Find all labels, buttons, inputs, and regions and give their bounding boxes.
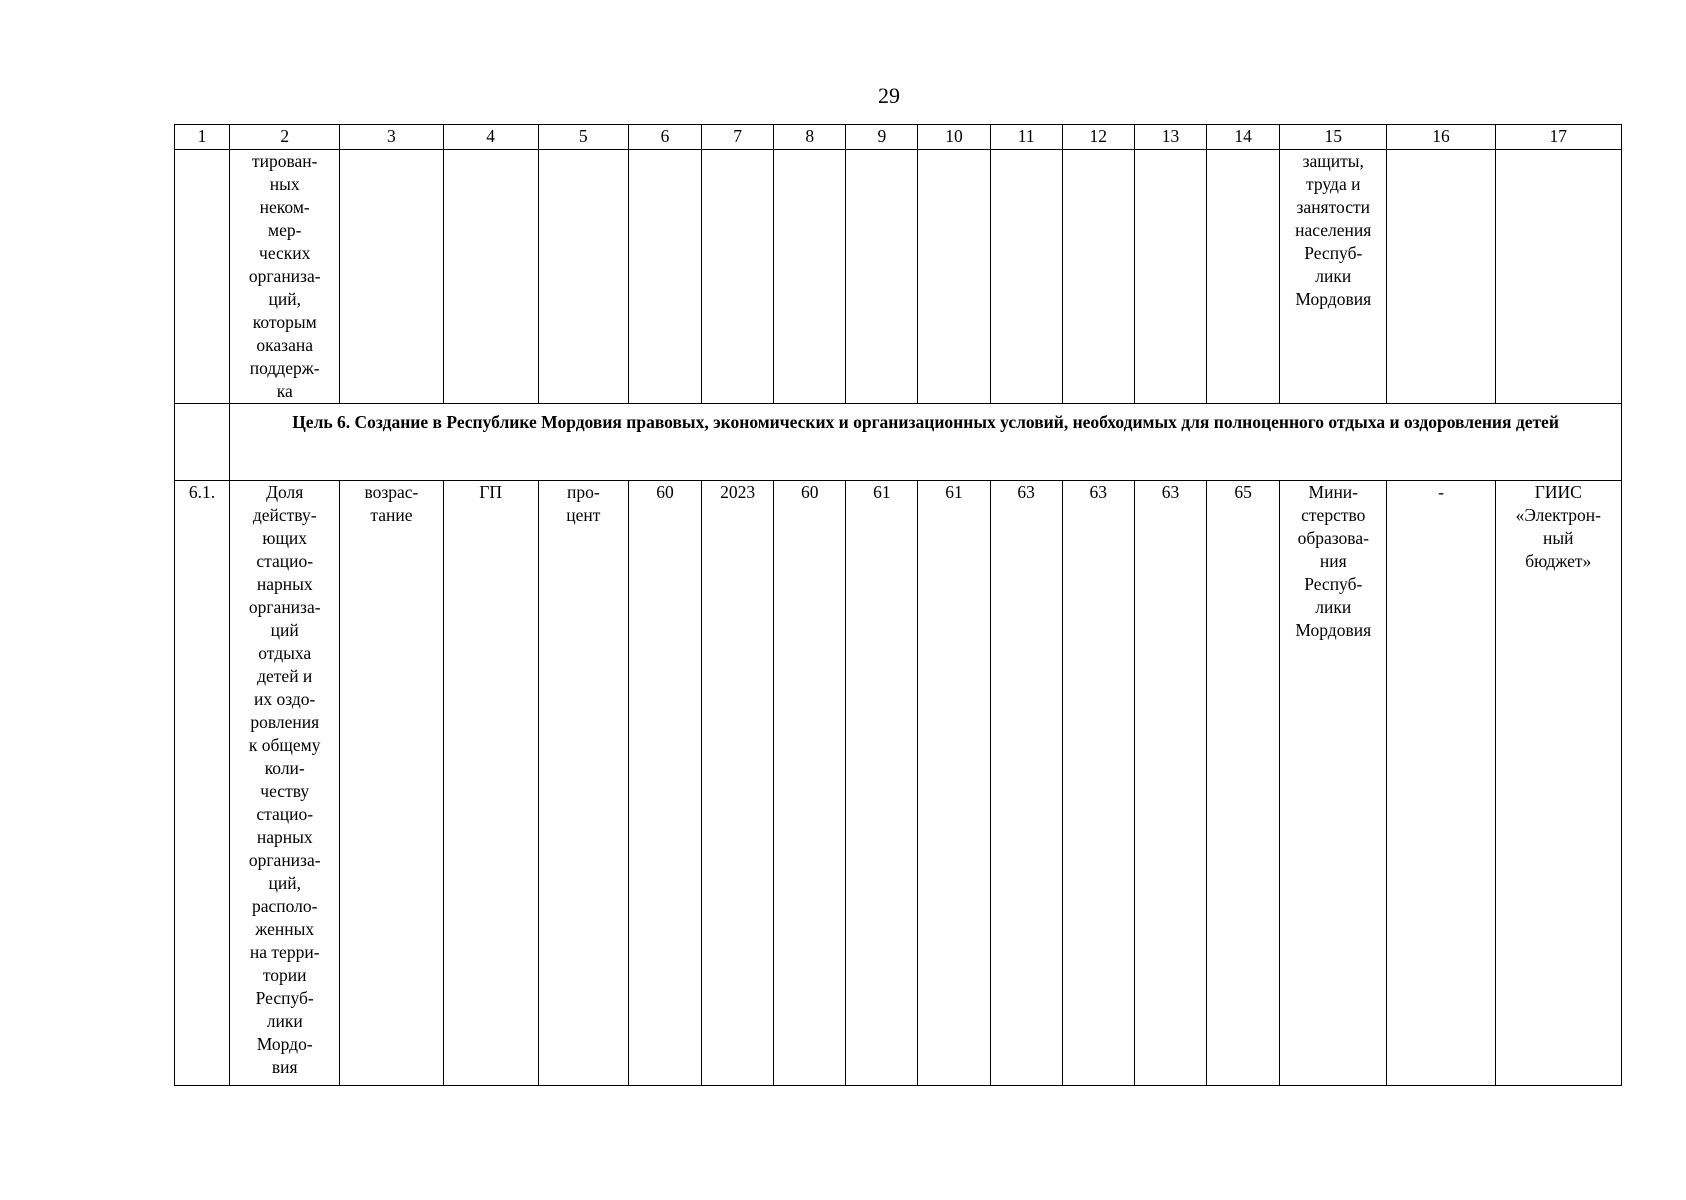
text-line: ния <box>1319 551 1347 571</box>
text-line: Мордо- <box>256 1034 313 1054</box>
text-line: женных <box>255 919 315 939</box>
text-line: тирован- <box>251 151 318 171</box>
indicators-table <box>174 124 1622 1086</box>
text-line: ка <box>276 381 293 401</box>
text-line: располо- <box>251 896 318 916</box>
text-line: тории <box>262 965 307 985</box>
responsible-cell <box>1280 481 1387 1086</box>
table-cell <box>628 150 701 404</box>
text-line: организа- <box>248 266 321 286</box>
text-line: вия <box>271 1057 298 1077</box>
table-cell <box>1134 150 1206 404</box>
info-system-cell <box>1495 481 1621 1086</box>
header-cell: 14 <box>1207 125 1280 150</box>
table-cell <box>918 150 990 404</box>
table-cell <box>340 150 443 404</box>
base-value-cell: 60 <box>628 481 701 1086</box>
text-line: лики <box>1315 597 1352 617</box>
text-line: стацио- <box>256 551 314 571</box>
table-cell <box>538 150 628 404</box>
text-line: коли- <box>264 758 305 778</box>
text-line: Респуб- <box>1304 574 1363 594</box>
table-cell <box>1062 150 1134 404</box>
value-cell: 63 <box>1062 481 1134 1086</box>
text-line: мер- <box>268 220 302 240</box>
goal-heading: Цель 6. Создание в Республике Мордовия правовых, экономических и организационных условий, необходимых для полноценного отдыха и оздоровления детей <box>230 404 1622 481</box>
text-line: ющих <box>262 528 308 548</box>
text-line: возрас- <box>364 482 419 502</box>
text-line: Респуб- <box>1304 243 1363 263</box>
table-cell <box>1207 150 1280 404</box>
header-cell: 8 <box>774 125 846 150</box>
text-line: ций, <box>268 289 301 309</box>
base-year-cell: 2023 <box>702 481 774 1086</box>
text-line: Мордовия <box>1295 289 1372 309</box>
table-cell <box>1387 150 1495 404</box>
value-cell: 61 <box>846 481 918 1086</box>
text-line: образова- <box>1297 528 1369 548</box>
text-line: тание <box>370 505 413 525</box>
table-header-row <box>175 125 1622 150</box>
text-line: труда и <box>1306 174 1361 194</box>
text-line: защиты, <box>1302 151 1364 171</box>
text-line: ческих <box>259 243 311 263</box>
header-cell: 3 <box>340 125 443 150</box>
text-line: неком- <box>259 197 310 217</box>
text-line: лики <box>266 1011 303 1031</box>
text-line: занятости <box>1296 197 1370 217</box>
header-cell: 17 <box>1495 125 1621 150</box>
value-cell: 63 <box>990 481 1062 1086</box>
text-line: лики <box>1315 266 1352 286</box>
table-cell <box>774 150 846 404</box>
table-cell <box>702 150 774 404</box>
text-line: нарных <box>256 827 313 847</box>
value-cell: 65 <box>1207 481 1280 1086</box>
unit-cell <box>538 481 628 1086</box>
text-line: ровления <box>250 712 320 732</box>
table-cell <box>175 150 230 404</box>
indicator-name-cell <box>230 150 340 404</box>
header-cell: 15 <box>1280 125 1387 150</box>
table-cell <box>990 150 1062 404</box>
header-cell: 4 <box>443 125 538 150</box>
text-line: Мини- <box>1308 482 1358 502</box>
value-cell: 61 <box>918 481 990 1086</box>
page-number: 29 <box>878 83 900 108</box>
value-cell: 63 <box>1134 481 1206 1086</box>
text-line: нарных <box>256 574 313 594</box>
text-line: честву <box>260 781 310 801</box>
text-line: детей и <box>257 666 313 686</box>
header-cell: 13 <box>1134 125 1206 150</box>
header-cell: 11 <box>990 125 1062 150</box>
text-line: ных <box>269 174 300 194</box>
header-cell: 10 <box>918 125 990 150</box>
value-cell: 60 <box>774 481 846 1086</box>
text-line: ций <box>270 620 299 640</box>
text-line: ций, <box>268 873 301 893</box>
text-line: которым <box>252 312 317 332</box>
responsible-cell <box>1280 150 1387 404</box>
text-line: бюджет» <box>1525 551 1592 571</box>
text-line: организа- <box>248 850 321 870</box>
text-line: поддерж- <box>249 358 320 378</box>
table-cell <box>846 150 918 404</box>
text-line: Респуб- <box>255 988 314 1008</box>
text-line: населения <box>1295 220 1372 240</box>
table-cell <box>175 404 230 481</box>
level-cell: ГП <box>443 481 538 1086</box>
text-line: отдыха <box>258 643 312 663</box>
text-line: к общему <box>248 735 321 755</box>
text-line: их оздо- <box>254 689 316 709</box>
indicator-name-cell <box>230 481 340 1086</box>
header-cell: 7 <box>702 125 774 150</box>
text-line: Мордовия <box>1295 620 1372 640</box>
table-row <box>175 481 1622 1086</box>
col16-cell: - <box>1387 481 1495 1086</box>
text-line: стацио- <box>256 804 314 824</box>
text-line: цент <box>566 505 601 525</box>
table-cell <box>1495 150 1621 404</box>
text-line: на терри- <box>249 942 320 962</box>
header-cell: 1 <box>175 125 230 150</box>
header-cell: 9 <box>846 125 918 150</box>
text-line: про- <box>566 482 600 502</box>
table-row <box>175 150 1622 404</box>
header-cell: 6 <box>628 125 701 150</box>
text-line: действу- <box>252 505 317 525</box>
text-line: оказана <box>256 335 313 355</box>
text-line: Доля <box>266 482 304 502</box>
text-line: ГИИС <box>1534 482 1582 502</box>
text-line: ный <box>1543 528 1574 548</box>
text-line: организа- <box>248 597 321 617</box>
header-cell: 2 <box>230 125 340 150</box>
goal-row <box>175 404 1622 481</box>
text-line: «Электрон- <box>1515 505 1601 525</box>
header-cell: 5 <box>538 125 628 150</box>
trend-cell <box>340 481 443 1086</box>
header-cell: 12 <box>1062 125 1134 150</box>
text-line: стерство <box>1301 505 1366 525</box>
indicator-number: 6.1. <box>175 481 230 1086</box>
table-cell <box>443 150 538 404</box>
header-cell: 16 <box>1387 125 1495 150</box>
